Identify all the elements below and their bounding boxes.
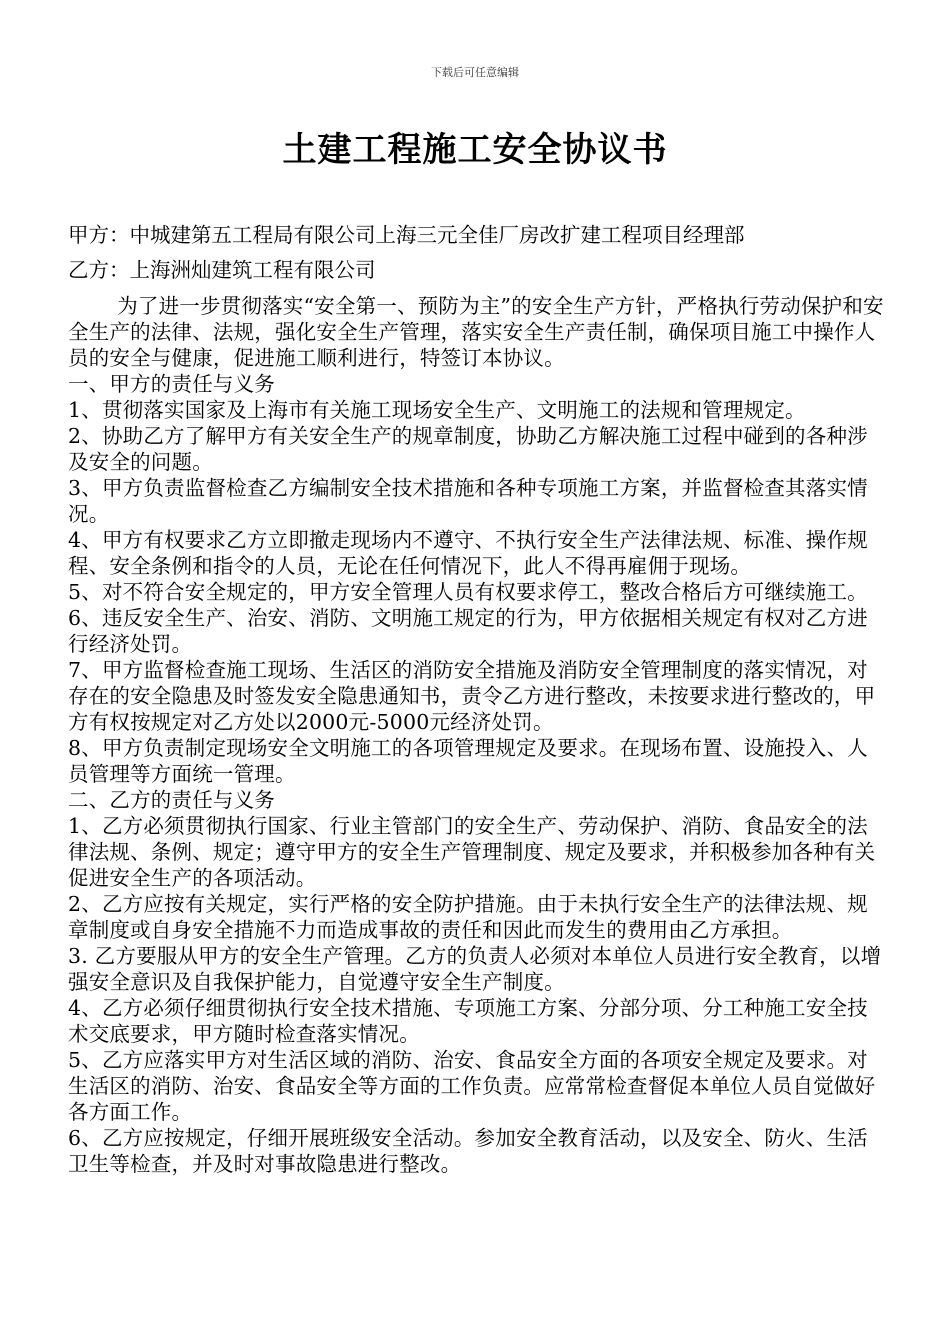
section-1-item-4: 4、甲方有权要求乙方立即撤走现场内不遵守、不执行安全生产法律法规、标准、操作规程、安全条例和指令的人员，无论在任何情况下，此人不得再雇佣于现场。 xyxy=(68,528,868,578)
section-2-item-1: 1、乙方必须贯彻执行国家、行业主管部门的安全生产、劳动保护、消防、食品安全的法律法规、条例、规定；遵守甲方的安全生产管理制度、规定及要求，并积极参加各种有关促进安全生产的各项活动。 xyxy=(68,814,876,890)
section-2-item-3: 3. 乙方要服从甲方的安全生产管理。乙方的负责人必须对本单位人员进行安全教育，以增强安全意识及自我保护能力，自觉遵守安全生产制度。 xyxy=(68,944,882,994)
party-b-line: 乙方：上海洲灿建筑工程有限公司 xyxy=(68,258,376,282)
party-a-line: 甲方：中城建第五工程局有限公司上海三元全佳厂房改扩建工程项目经理部 xyxy=(68,223,745,247)
intro-paragraph: 为了进一步贯彻落实“安全第一、预防为主”的安全生产方针，严格执行劳动保护和安全生产的法律、法规，强化安全生产管理，落实安全生产责任制，确保项目施工中操作人员的安全与健康，促进施工顺利进行，特签订本协议。 xyxy=(68,294,884,370)
section-1-item-3: 3、甲方负责监督检查乙方编制安全技术措施和各种专项施工方案，并监督检查其落实情况。 xyxy=(68,476,868,526)
section-1-item-8: 8、甲方负责制定现场安全文明施工的各项管理规定及要求。在现场布置、设施投入、人员管理等方面统一管理。 xyxy=(68,736,868,786)
section-1-item-7: 7、甲方监督检查施工现场、生活区的消防安全措施及消防安全管理制度的落实情况，对存在的安全隐患及时签发安全隐患通知书，责令乙方进行整改，未按要求进行整改的，甲方有权按规定对乙方处以2000元-5000元经济处罚。 xyxy=(68,658,876,734)
document-title: 土建工程施工安全协议书 xyxy=(282,130,668,170)
section-2-item-2: 2、乙方应按有关规定，实行严格的安全防护措施。由于未执行安全生产的法律法规、规章制度或自身安全措施不力而造成事故的责任和因此而发生的费用由乙方承担。 xyxy=(68,892,868,942)
section-2-item-4: 4、乙方必须仔细贯彻执行安全技术措施、专项施工方案、分部分项、分工种施工安全技术交底要求，甲方随时检查落实情况。 xyxy=(68,996,868,1046)
section-2-item-6: 6、乙方应按规定，仔细开展班级安全活动。参加安全教育活动，以及安全、防火、生活卫生等检查，并及时对事故隐患进行整改。 xyxy=(68,1126,868,1176)
section-1-item-5: 5、对不符合安全规定的，甲方安全管理人员有权要求停工，整改合格后方可继续施工。 xyxy=(68,580,868,604)
section-2-heading: 二、乙方的责任与义务 xyxy=(68,788,275,812)
section-1-item-1: 1、贯彻落实国家及上海市有关施工现场安全生产、文明施工的法规和管理规定。 xyxy=(68,398,806,422)
section-1-item-6: 6、违反安全生产、治安、消防、文明施工规定的行为，甲方依据相关规定有权对乙方进行经济处罚。 xyxy=(68,606,868,656)
section-1-heading: 一、甲方的责任与义务 xyxy=(68,372,275,396)
header-note: 下载后可任意编辑 xyxy=(431,66,519,79)
section-1-item-2: 2、协助乙方了解甲方有关安全生产的规章制度，协助乙方解决施工过程中碰到的各种涉及安全的问题。 xyxy=(68,424,868,474)
agreement-body xyxy=(68,293,884,1177)
section-2-item-5: 5、乙方应落实甲方对生活区域的消防、治安、食品安全方面的各项安全规定及要求。对生活区的消防、治安、食品安全等方面的工作负责。应常常检查督促本单位人员自觉做好各方面工作。 xyxy=(68,1048,876,1124)
